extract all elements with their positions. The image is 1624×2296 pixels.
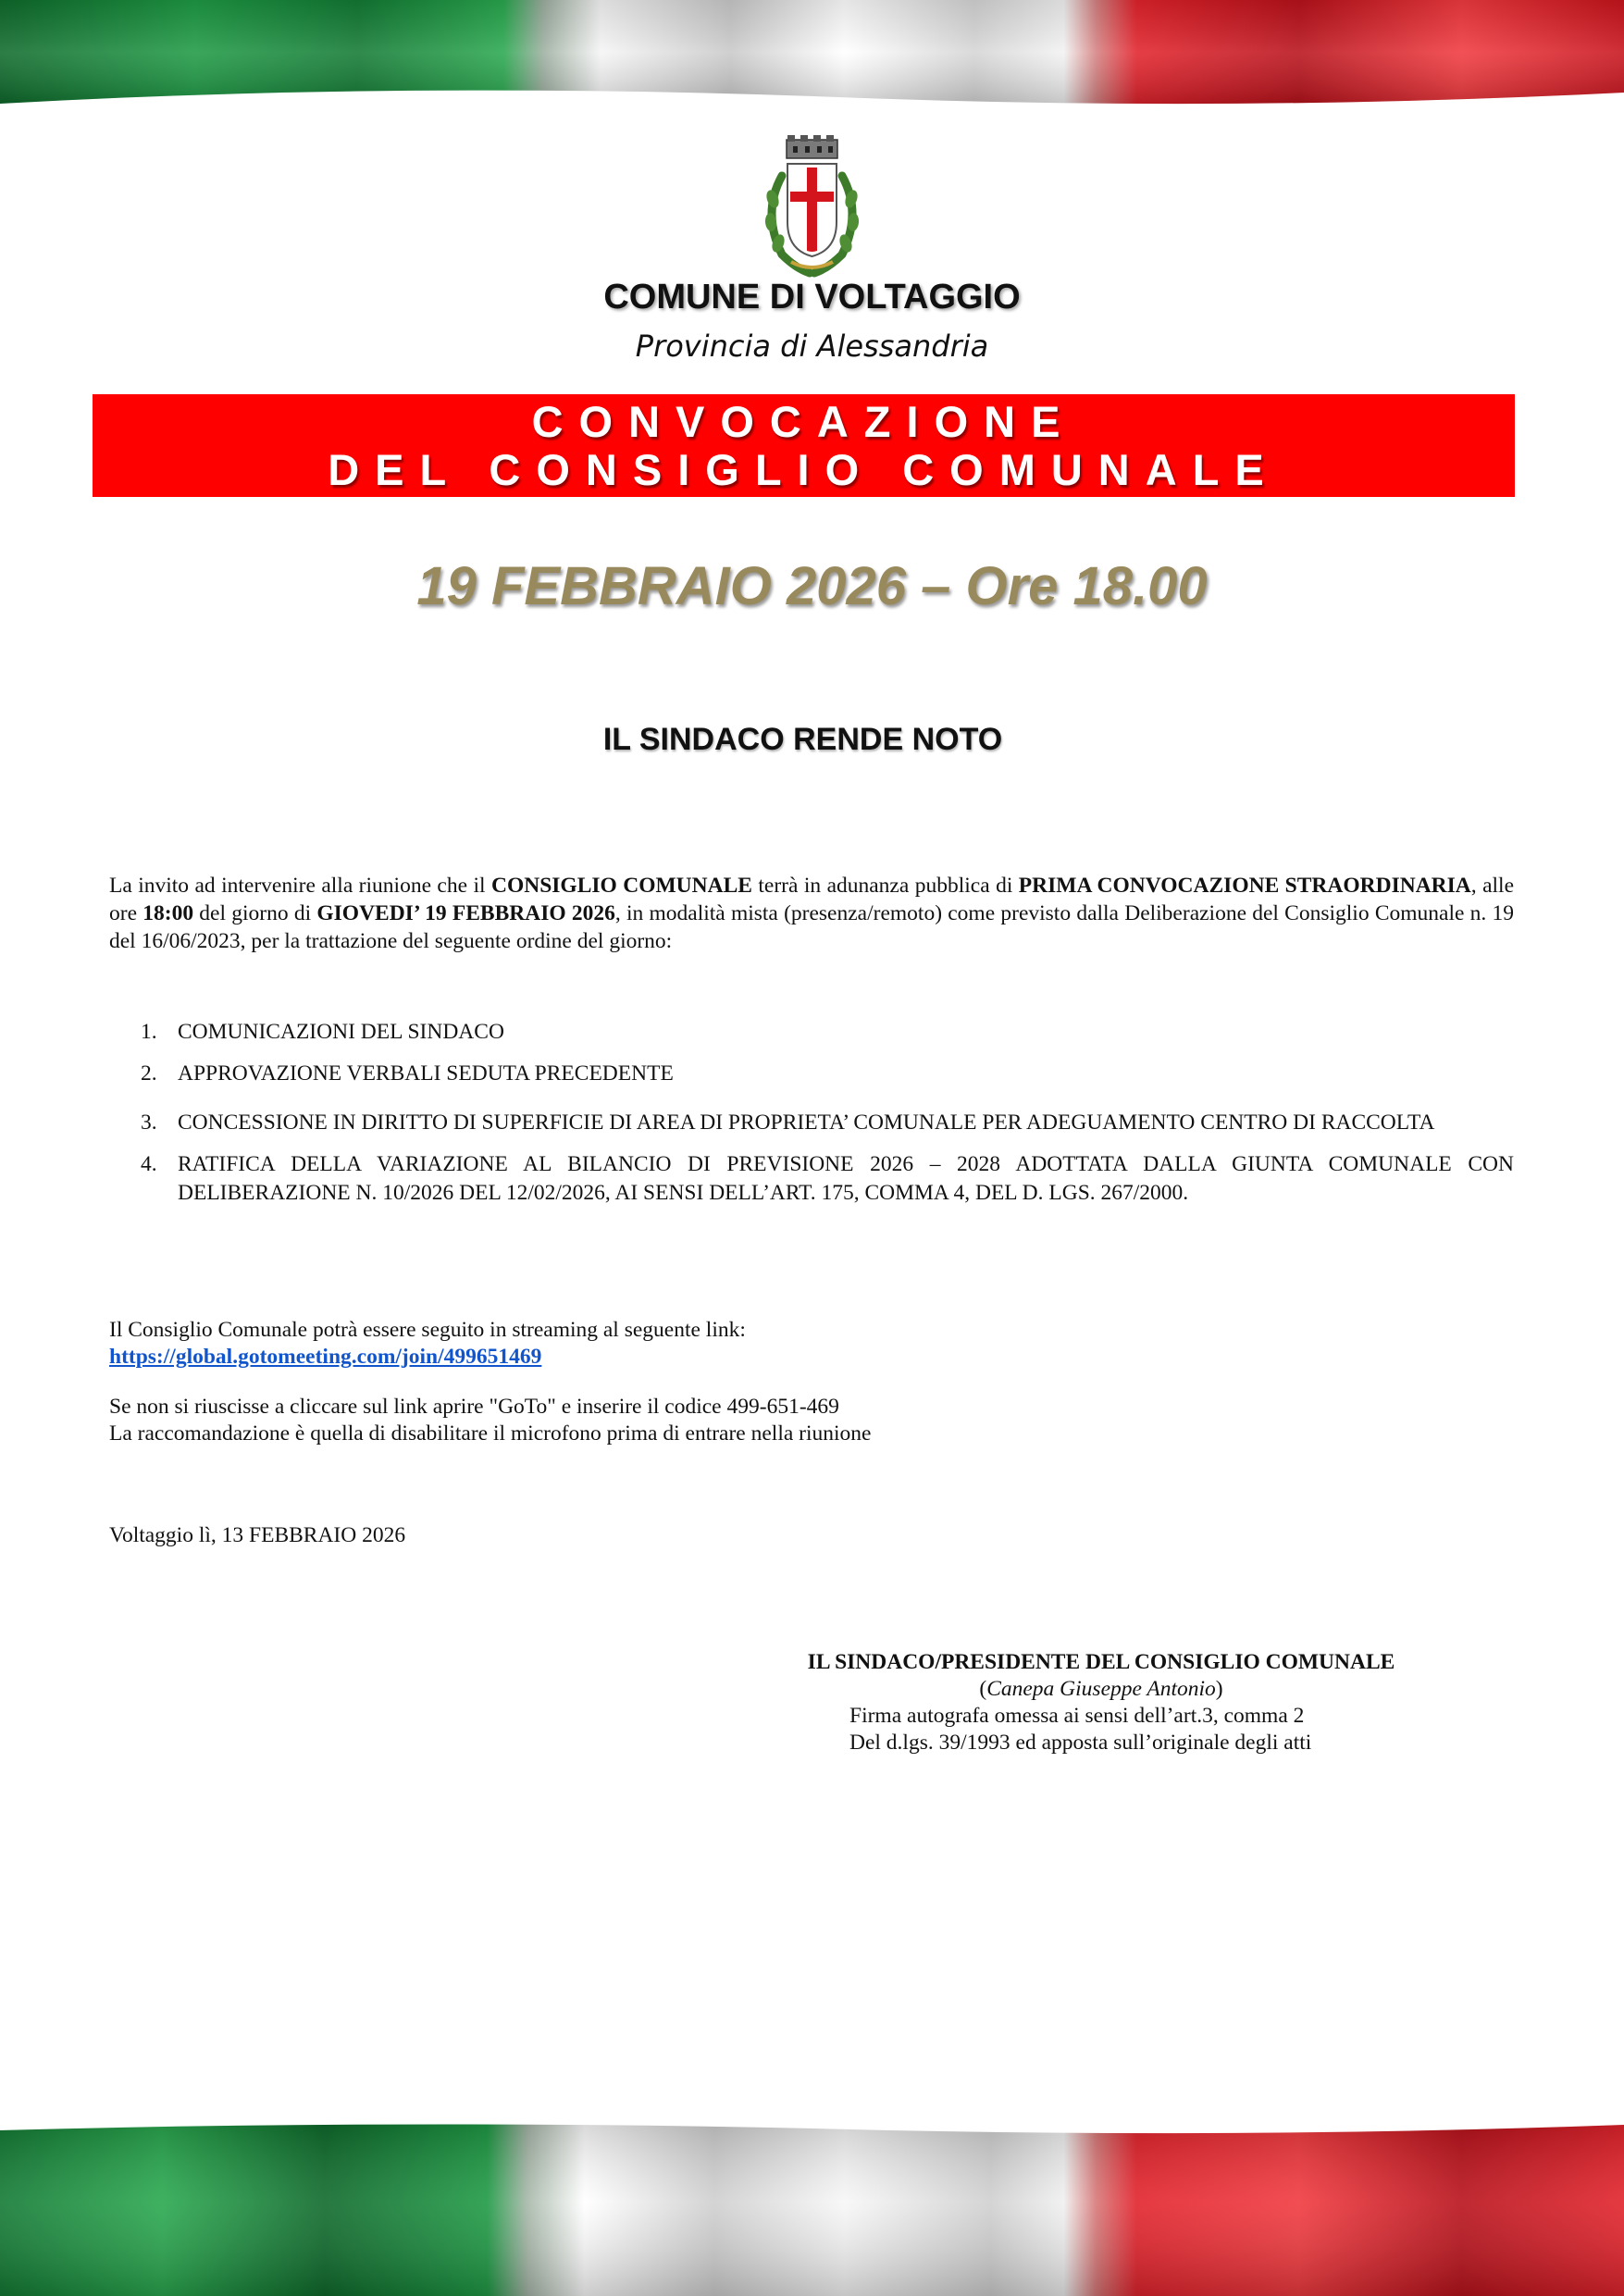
agenda-item-text: COMUNICAZIONI DEL SINDACO: [178, 1020, 504, 1044]
agenda-item-number: 1.: [141, 1020, 157, 1044]
flag-bottom-image: [0, 2119, 1624, 2296]
intro-text-3: , alle ore: [109, 874, 1514, 925]
mayor-announcement-heading: IL SINDACO RENDE NOTO: [602, 722, 1003, 757]
invitation-paragraph: [109, 872, 1514, 955]
intro-text-2: terrà in adunanza pubblica di: [751, 874, 1019, 898]
municipal-coat-of-arms: [754, 134, 870, 278]
microphone-recommendation: La raccomandazione è quella di disabilitare il microfono prima di entrare nella riunione: [109, 1421, 872, 1446]
streaming-text: Il Consiglio Comunale potrà essere seguito in streaming al seguente link:: [109, 1318, 746, 1342]
intro-bold-time: 18:00: [143, 901, 194, 925]
goto-code-line: Se non si riuscisse a cliccare sul link aprire "GoTo" e inserire il codice 499-651-469: [109, 1395, 839, 1419]
province-name: Provincia di Alessandria: [635, 329, 989, 364]
agenda-item-number: 2.: [141, 1061, 157, 1086]
agenda-item-number: 3.: [141, 1111, 157, 1135]
agenda-item: [130, 1150, 1514, 1208]
agenda-item: [130, 1060, 1514, 1088]
title-banner: [93, 394, 1515, 497]
signer-role: IL SINDACO/PRESIDENTE DEL CONSIGLIO COMUNALE: [807, 1650, 1395, 1674]
agenda-item-number: 4.: [141, 1152, 157, 1176]
place-and-date: Voltaggio lì, 13 FEBBRAIO 2026: [109, 1523, 406, 1547]
banner-title-line1: CONVOCAZIONE: [531, 397, 1076, 446]
signature-note-1: Firma autografa omessa ai sensi dell’art.3, comma 2: [849, 1704, 1305, 1728]
intro-bold-convocazione: PRIMA CONVOCAZIONE STRAORDINARIA: [1018, 874, 1471, 898]
municipality-name: COMUNE DI VOLTAGGIO: [603, 278, 1021, 316]
signer-name: Canepa Giuseppe Antonio: [986, 1677, 1216, 1701]
streaming-section: [109, 1317, 1405, 1371]
intro-text-4: del giorno di: [193, 901, 317, 925]
flag-top-image: [0, 0, 1624, 109]
signature-note-2: Del d.lgs. 39/1993 ed apposta sull’originale degli atti: [849, 1731, 1312, 1755]
agenda-item: [130, 1018, 1514, 1047]
intro-text-5: , in modalità mista (presenza/remoto) come previsto dalla Deliberazione del Consiglio Comunale n. 19 del 16/06/2023, per la trattazione del seguente ordine del giorno:: [109, 901, 1515, 953]
goto-instructions: [109, 1394, 1405, 1447]
streaming-link[interactable]: https://global.gotomeeting.com/join/499651469: [109, 1345, 542, 1369]
agenda-item-text: APPROVAZIONE VERBALI SEDUTA PRECEDENTE: [178, 1061, 674, 1086]
signer-name-line: (Canepa Giuseppe Antonio): [979, 1677, 1223, 1701]
agenda-item-text: RATIFICA DELLA VARIAZIONE AL BILANCIO DI PREVISIONE 2026 – 2028 ADOTTATA DALLA GIUNTA COMUNALE CON DELIBERAZIONE N. 10/2026 DEL 12/02/2026, AI SENSI DELL’ART. 175, COMMA 4, DEL D. LGS. 267/2000.: [178, 1152, 1514, 1205]
agenda-item: [130, 1109, 1514, 1137]
meeting-date-heading: 19 FEBBRAIO 2026 – Ore 18.00: [416, 556, 1208, 616]
intro-bold-consiglio: CONSIGLIO COMUNALE: [490, 874, 752, 898]
agenda-item-text: CONCESSIONE IN DIRITTO DI SUPERFICIE DI AREA DI PROPRIETA’ COMUNALE PER ADEGUAMENTO CENTRO DI RACCOLTA: [178, 1111, 1435, 1135]
banner-title-line2: DEL CONSIGLIO COMUNALE: [328, 445, 1280, 494]
signature-block: [787, 1649, 1416, 1756]
agenda-list: [130, 1018, 1514, 1208]
intro-text-1: La invito ad intervenire alla riunione che il: [109, 874, 491, 898]
intro-bold-date: GIOVEDI’ 19 FEBBRAIO 2026: [316, 901, 615, 925]
